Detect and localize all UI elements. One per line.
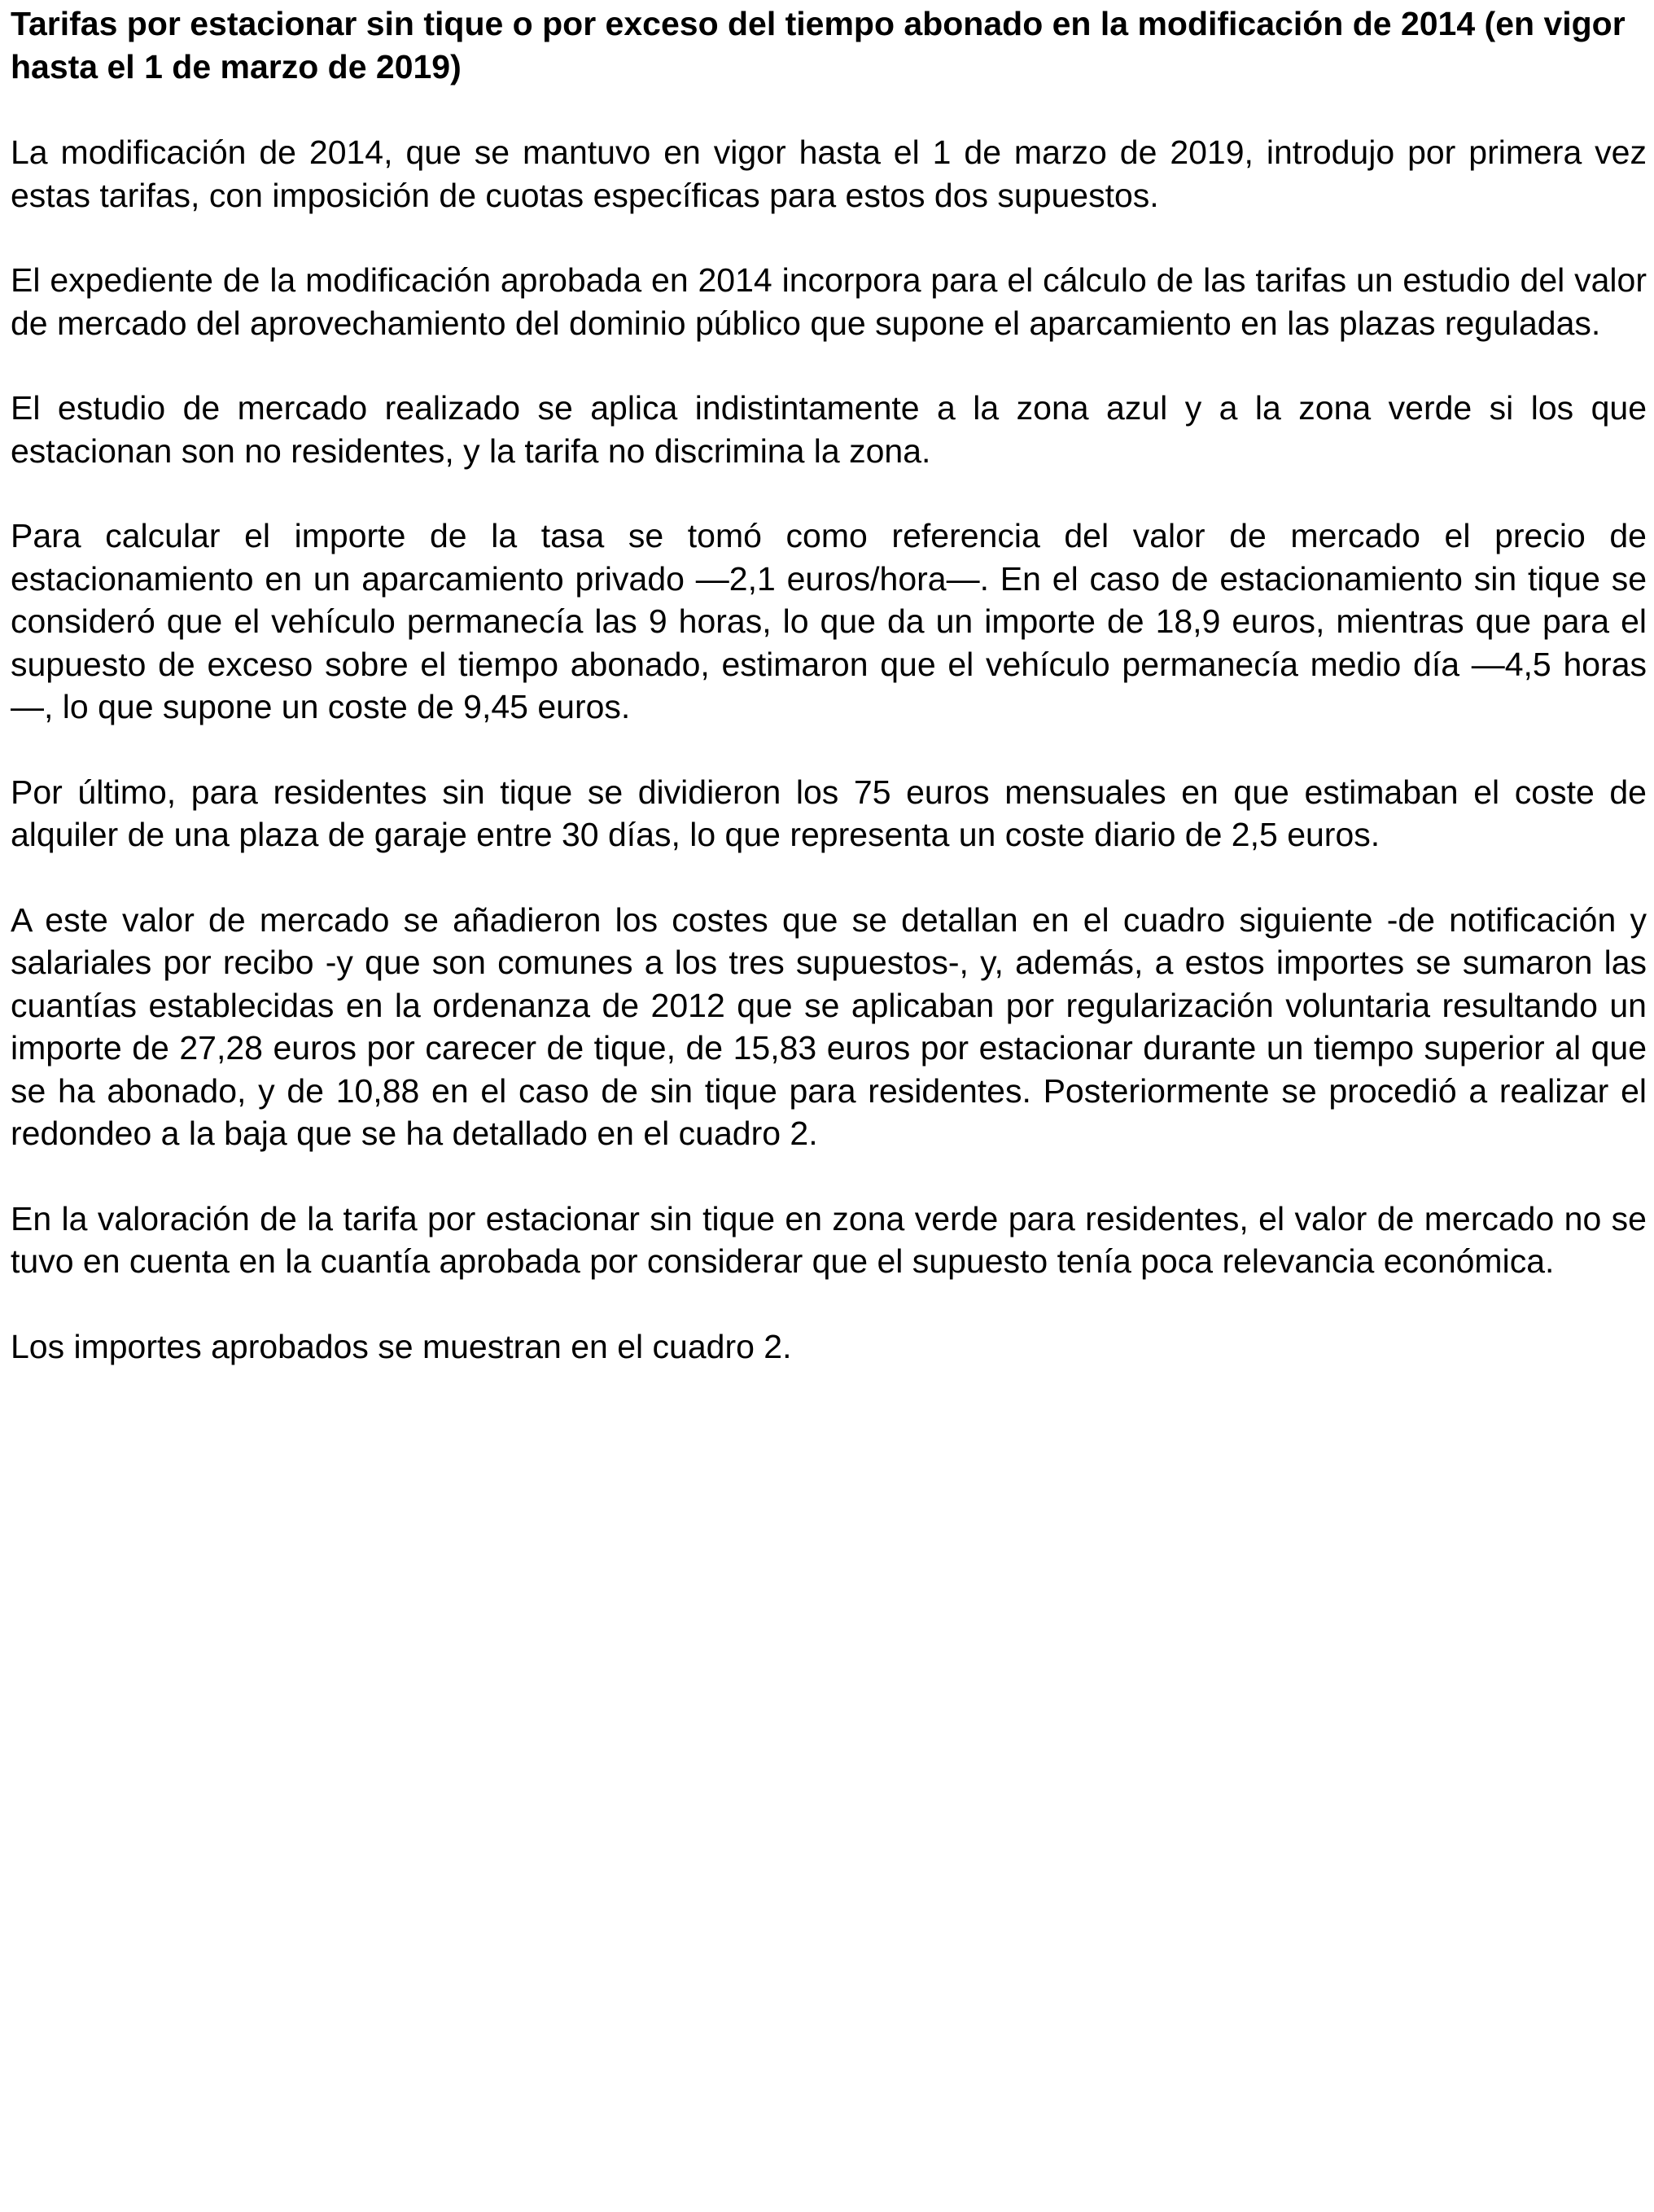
spacer bbox=[11, 1155, 1647, 1198]
spacer bbox=[11, 89, 1647, 131]
paragraph-costes: A este valor de mercado se añadieron los costes que se detallan en el cuadro siguiente -de notificación y salariales por recibo -y que son comunes a los tres supuestos-, y, además, a estos importes se sumaron las cuantías establecidas en la ordenanza de 2012 que se aplicaban por regularización voluntaria resultando un importe de 27,28 euros por carecer de tique, de 15,83 euros por estacionar durante un tiempo superior al que se ha abonado, y de 10,88 en el caso de sin tique para residentes. Posteriormente se procedió a realizar el redondeo a la baja que se ha detallado en el cuadro 2. bbox=[11, 900, 1647, 1152]
spacer bbox=[11, 1283, 1647, 1325]
document-page bbox=[11, 0, 1647, 1368]
spacer bbox=[11, 856, 1647, 899]
paragraph-calculo-importe: Para calcular el importe de la tasa se tomó como referencia del valor de mercado el precio de estacionamiento en un aparcamiento privado —2,1 euros/hora—. En el caso de estacionamiento sin tique se consideró que el vehículo permanecía las 9 horas, lo que da un importe de 18,9 euros, mientras que para el supuesto de exceso sobre el tiempo abonado, estimaron que el vehículo permanecía medio día —4,5 horas—, lo que supone un coste de 9,45 euros. bbox=[11, 517, 1647, 725]
paragraph-intro: La modificación de 2014, que se mantuvo en vigor hasta el 1 de marzo de 2019, introdujo por primera vez estas tarifas, con imposición de cuotas específicas para estos dos supuestos. bbox=[11, 134, 1647, 214]
paragraph-expediente: El expediente de la modificación aprobada en 2014 incorpora para el cálculo de las tarifas un estudio del valor de mercado del aprovechamiento del dominio público que supone el aparcamiento en las plazas reguladas. bbox=[11, 261, 1647, 342]
paragraph-importes-aprobados: Los importes aprobados se muestran en el cuadro 2. bbox=[11, 1327, 792, 1365]
paragraph-residentes: Por último, para residentes sin tique se dividieron los 75 euros mensuales en que estimaban el coste de alquiler de una plaza de garaje entre 30 días, lo que representa un coste diario de 2,5 euros. bbox=[11, 773, 1647, 853]
spacer bbox=[11, 217, 1647, 259]
paragraph-estudio-mercado: El estudio de mercado realizado se aplica indistintamente a la zona azul y a la zona verde si los que estacionan son no residentes, y la tarifa no discrimina la zona. bbox=[11, 389, 1647, 470]
section-title: Tarifas por estacionar sin tique o por exceso del tiempo abonado en la modificación de 2014 (en vigor hasta el 1 de marzo de 2019) bbox=[11, 5, 1626, 85]
spacer bbox=[11, 344, 1647, 387]
spacer bbox=[11, 472, 1647, 515]
paragraph-zona-verde: En la valoración de la tarifa por estacionar sin tique en zona verde para residentes, el valor de mercado no se tuvo en cuenta en la cuantía aprobada por considerar que el supuesto tenía poca relevancia económica. bbox=[11, 1199, 1647, 1280]
spacer bbox=[11, 729, 1647, 771]
